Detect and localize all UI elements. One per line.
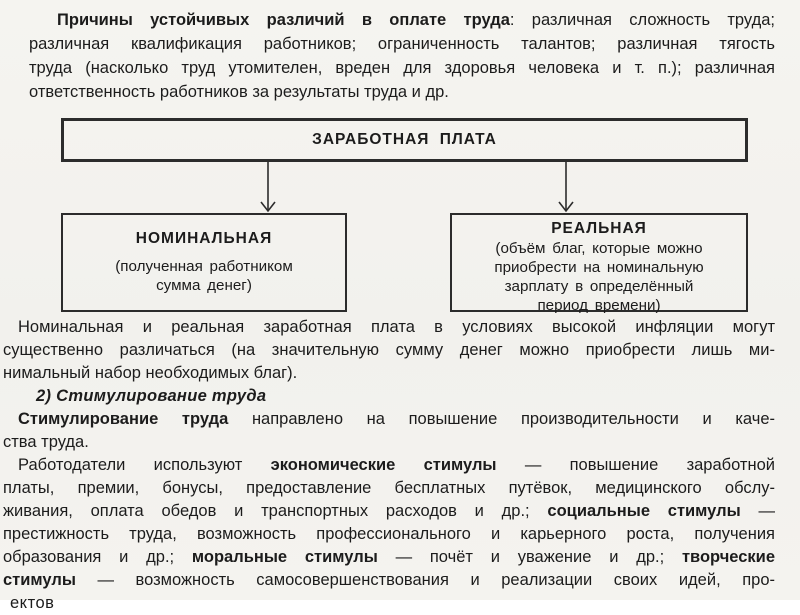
real-wage-title: РЕАЛЬНАЯ [551,220,647,237]
text-line: стимулы — возможность самосовершенствования и реализации своих идей, про- [3,571,775,589]
text-line: приобрести на номинальную [494,259,704,276]
arrow-down-right [559,162,573,211]
nominal-wage-box [61,213,347,312]
text-line: Стимулирование труда направлено на повышение производительности и каче- [18,410,775,428]
arrow-down-left [261,162,275,211]
text-line: (объём благ, которые можно [495,240,703,257]
real-wage-description [452,239,746,315]
section-heading-stimulation: 2) Стимулирование труда [36,387,267,405]
text-line: период времени) [537,297,661,314]
text-line: труда (насколько труд утомителен, вреден для здоровья человека и т. п.); различная [29,59,775,77]
text-line: существенно различаться (на значительную сумму денег можно приобрести лишь ми- [3,341,775,359]
clipped-bottom-word: ектов [10,594,55,612]
text-line: Причины устойчивых различий в оплате труда: различная сложность труда; [57,11,775,29]
diagram-arrows [0,162,800,213]
text-line: сумма денег) [156,277,252,294]
wage-root-box [61,118,748,162]
body-text [3,316,775,592]
intro-paragraph [29,8,775,104]
text-line: Номинальная и реальная заработная плата в условиях высокой инфляции могут [18,318,775,336]
text-line: (полученная работником [115,258,293,275]
text-line: зарплату в определённый [504,278,694,295]
text-line: ства труда. [3,433,89,451]
text-line: Работодатели используют экономические стимулы — повышение заработной [18,456,775,474]
text-line: платы, премии, бонусы, предоставление бесплатных путёвок, медицинского обслу- [3,479,775,497]
nominal-wage-title: НОМИНАЛЬНАЯ [135,230,273,247]
text-line: престижность труда, возможность профессионального и карьерного роста, получения [3,525,775,543]
text-line: ответственность работников за результаты труда и др. [29,83,449,101]
text-line: нимальный набор необходимых благ). [3,364,298,382]
stimulation-paragraph [3,408,775,454]
incentives-paragraph [3,454,775,592]
nominal-wage-description [115,257,293,295]
real-wage-box [450,213,748,312]
text-line: образования и др.; моральные стимулы — почёт и уважение и др.; творческие [3,548,775,566]
text-line: различная квалификация работников; ограниченность талантов; различная тягость [29,35,775,53]
inflation-paragraph [3,316,775,385]
wage-root-label: ЗАРАБОТНАЯ ПЛАТА [312,131,497,148]
text-line: живания, оплата обедов и транспортных расходов и др.; социальные стимулы — [3,502,775,520]
